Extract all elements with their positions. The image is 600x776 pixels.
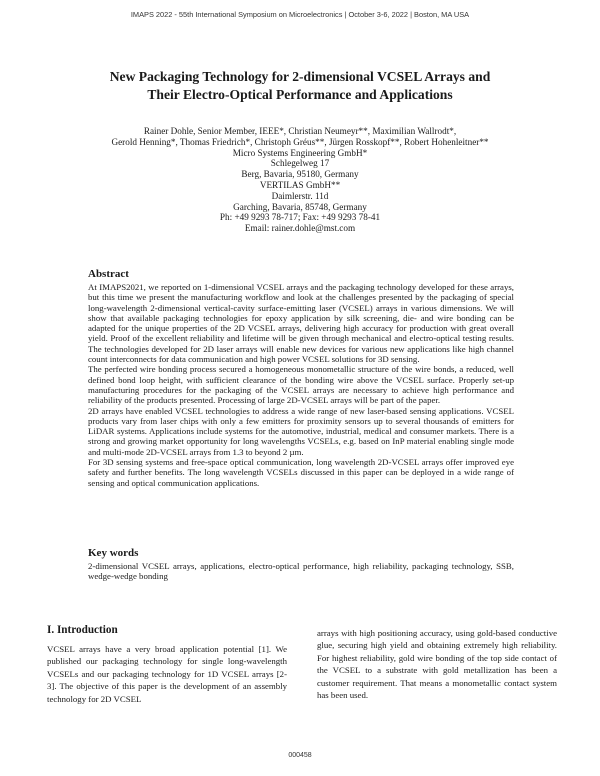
contact-email: Email: rainer.dohle@mst.com [244, 223, 356, 234]
affiliation-line: Schlegelweg 17 [270, 158, 330, 169]
introduction-heading: I. Introduction [47, 624, 118, 636]
affiliation-line: VERTILAS GmbH** [259, 179, 341, 190]
paper-title [40, 68, 560, 104]
keywords-section [88, 547, 514, 582]
author-line: Gerold Henning*, Thomas Friedrich*, Christoph Gréus**, Jürgen Rosskopf**, Robert Hohenleitner** [111, 136, 489, 147]
introduction-left-column [47, 624, 287, 705]
affiliation-line: Daimlerstr. 11d [271, 190, 329, 201]
affiliation-line: Berg, Bavaria, 95180, Germany [241, 169, 359, 180]
page-number: 000458 [288, 752, 312, 759]
introduction-right-column [317, 627, 557, 701]
title-line-2: Their Electro-Optical Performance and Applications [147, 87, 453, 102]
abstract-paragraph: 2D arrays have enabled VCSEL technologies to address a wide range of new laser-based sensing applications. VCSEL products vary from laser chips with only a few emitters for proximity sensors up to several thousands of emitters for LiDAR systems. Applications include systems for the automotive, industrial, medical and consumer markets. There is a strong and growing market opportunity for long wavelengths VCSELs, e.g. based on InP material enabling single mode and multi-mode 2D-VCSEL arrays from 1.3 to beyond 2 µm. [88, 405, 514, 457]
affiliation-line: Garching, Bavaria, 85748, Germany [233, 201, 367, 212]
author-affiliations [20, 126, 580, 234]
abstract-paragraph: The perfected wire bonding process secured a homogeneous monometallic structure of the wire bonds, a reduced, well defined bond loop height, with sufficient clearance of the bonding wire above the VCSEL surface. Properly set-up manufacturing procedures for the packaging of the VCSEL arrays are necessary to achieve high performance and reliability of the products presented. Processing of large 2D-VCSEL arrays will be part of the paper. [88, 364, 514, 406]
author-line: Rainer Dohle, Senior Member, IEEE*, Christian Neumeyr**, Maximilian Wallrodt*, [143, 126, 457, 136]
introduction-paragraph: VCSEL arrays have a very broad application potential [1]. We published our packaging technology for single long-wavelength VCSELs and our packaging technology for 1D VCSEL arrays [2-3]. The objective of this paper is the development of an assembly technology for 2D VCSEL [47, 644, 287, 704]
abstract-paragraph: For 3D sensing systems and free-space optical communication, long wavelength 2D-VCSEL arrays offer improved eye safety and further benefits. The long wavelength VCSELs discussed in this paper can be deployed in a wide range of sensing and optical communication applications. [88, 457, 514, 488]
title-line-1: New Packaging Technology for 2-dimensional VCSEL Arrays and [109, 69, 491, 84]
contact-phone: Ph: +49 9293 78-717; Fax: +49 9293 78-41 [219, 212, 381, 223]
affiliation-line: Micro Systems Engineering GmbH* [232, 147, 368, 158]
keywords-heading: Key words [88, 547, 139, 559]
abstract-heading: Abstract [88, 268, 129, 280]
running-head: IMAPS 2022 - 55th International Symposium on Microelectronics | October 3-6, 2022 | Boston, MA USA [130, 10, 470, 19]
abstract-paragraph: At IMAPS2021, we reported on 1-dimensional VCSEL arrays and the packaging technology developed for these arrays, but this time we present the manufacturing workflow and look at the challenges presented by the packaging of special long-wavelength 2-dimensional vertical-cavity surface-emitting laser (VCSEL) arrays in various dimensions. We will show that available packaging technologies for epoxy application by silk screening, die- and wire bonding can be adapted for the unique properties of the 2D VCSEL arrays, delivering high accuracy for production with great overall yield. Proof of the excellent reliability and lifetime will be given through mechanical and electro-optical testing results. The technologies developed for 2D laser arrays will enable new devices for various new applications like high channel count interconnects for data communication and high power VCSEL solutions for 3D sensing. [88, 282, 514, 365]
introduction-paragraph-continued: arrays with high positioning accuracy, using gold-based conductive glue, securing high yield and obtaining extremely high reliability. For highest reliability, gold wire bonding of the top side contact of the VCSEL to a substrate with gold metallization has been a customer requirement. That means a monometallic contact system has been used. [317, 628, 557, 701]
keywords-text: 2-dimensional VCSEL arrays, applications, electro-optical performance, high reliability, packaging technology, SSB, wedge-wedge bonding [88, 561, 514, 582]
abstract-section [88, 268, 514, 488]
